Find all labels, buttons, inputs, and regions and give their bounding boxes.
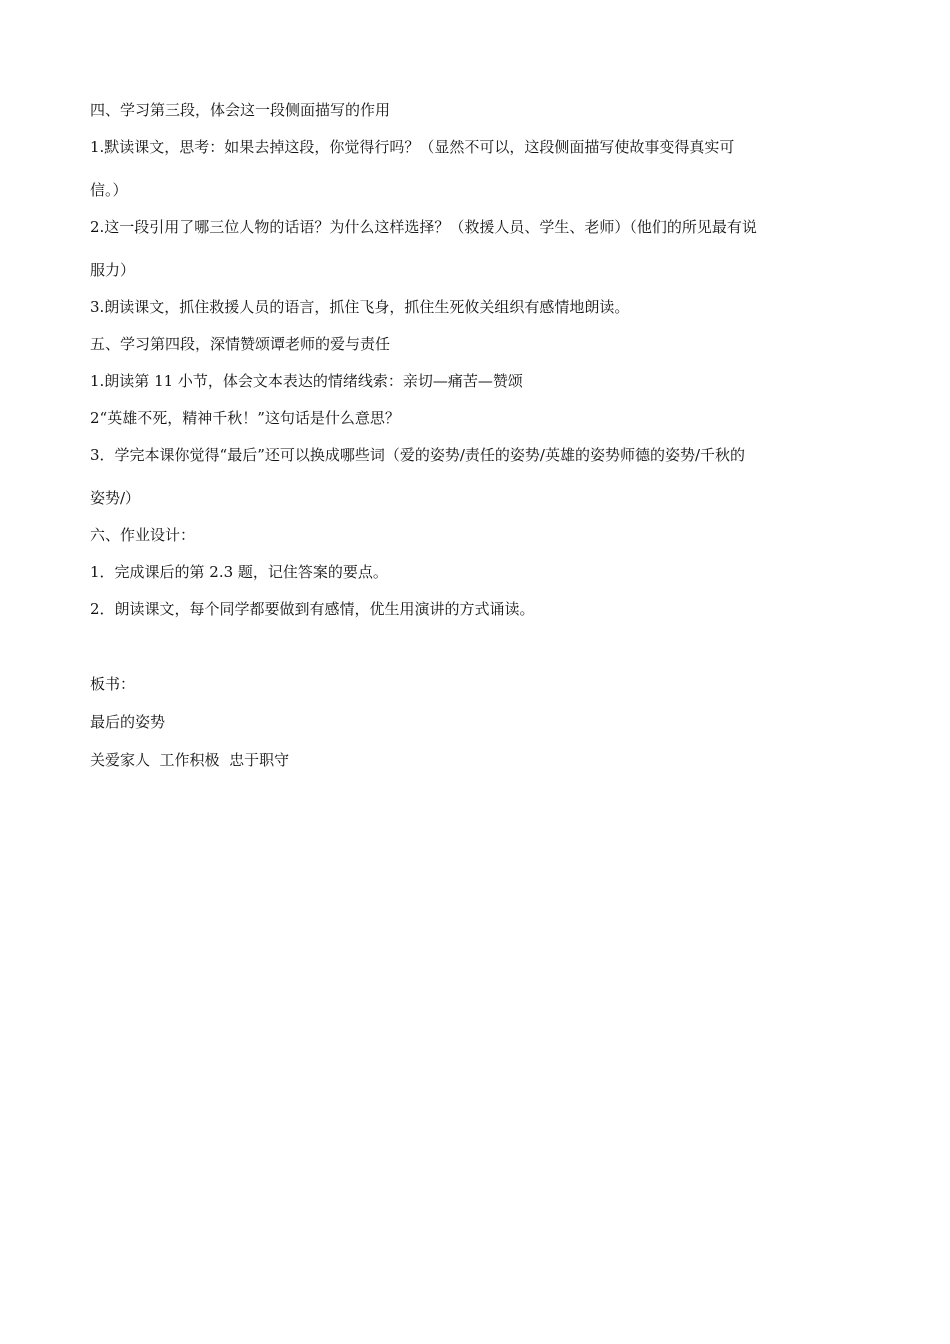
- paragraph-line: 2.这一段引用了哪三位人物的话语？为什么这样选择？（救援人员、学生、老师）（他们的所见最有说: [90, 218, 757, 236]
- paragraph-line: 1．完成课后的第 2.3 题，记住答案的要点。: [90, 563, 388, 581]
- paragraph-line: 服力）: [90, 261, 136, 279]
- section-heading-six: 六、作业设计：: [90, 526, 196, 544]
- paragraph-line: 3.朗读课文，抓住救援人员的语言，抓住飞身，抓住生死攸关组织有感情地朗读。: [90, 298, 630, 316]
- paragraph-line: 1.朗读第 11 小节，体会文本表达的情绪线索：亲切—痛苦—赞颂: [90, 372, 523, 390]
- blackboard-heading: 板书：: [90, 675, 136, 693]
- paragraph-line: 1.默读课文，思考：如果去掉这段，你觉得行吗？（显然不可以，这段侧面描写使故事变得真实可: [90, 138, 735, 156]
- paragraph-line: 3．学完本课你觉得“最后”还可以换成哪些词（爱的姿势/责任的姿势/英雄的姿势师德的姿势/千秋的: [90, 446, 746, 464]
- section-heading-four: 四、学习第三段，体会这一段侧面描写的作用: [90, 101, 391, 119]
- paragraph-line: 姿势/）: [90, 489, 141, 507]
- blackboard-title: 最后的姿势: [90, 713, 166, 731]
- paragraph-line: 2．朗读课文，每个同学都要做到有感情，优生用演讲的方式诵读。: [90, 600, 535, 618]
- paragraph-line: 2“英雄不死，精神千秋！”这句话是什么意思？: [90, 409, 400, 427]
- paragraph-line: 信。）: [90, 181, 128, 199]
- section-heading-five: 五、学习第四段，深情赞颂谭老师的爱与责任: [90, 335, 391, 353]
- document-body: [90, 100, 850, 770]
- blackboard-keywords: 关爱家人 工作积极 忠于职守: [90, 751, 290, 769]
